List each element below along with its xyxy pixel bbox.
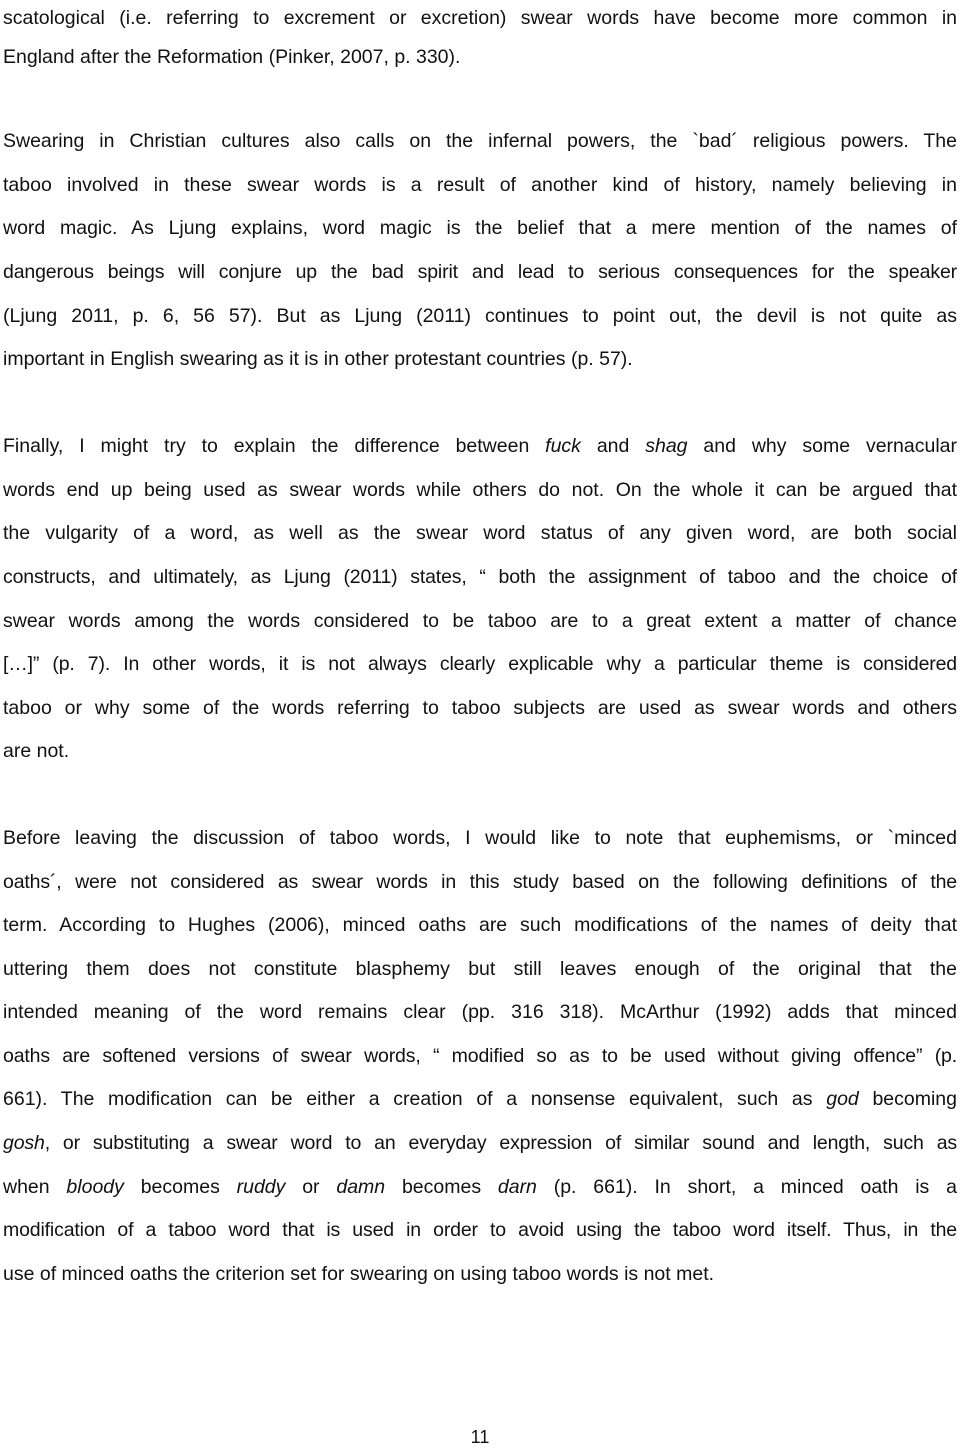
text-line xyxy=(3,1165,957,1209)
text-run: becomes xyxy=(123,1176,237,1198)
text-run: (p. 661). In short, a minced oath is a xyxy=(536,1176,957,1198)
italic-term: ruddy xyxy=(236,1176,286,1198)
italic-term: fuck xyxy=(545,435,581,457)
text-line: oaths´, were not considered as swear words in this study based on the following definitions of the xyxy=(3,871,957,893)
text-line: word magic. As Ljung explains, word magic is the belief that a mere mention of the names of xyxy=(3,217,957,239)
text-line: Before leaving the discussion of taboo words, I would like to note that euphemisms, or `minced xyxy=(3,827,957,849)
text-line: are not. xyxy=(3,740,70,762)
text-run: 661). The modification can be either a creation of a nonsense equivalent, such as xyxy=(3,1088,827,1110)
text-line: scatological (i.e. referring to excrement or excretion) swear words have become more common in xyxy=(3,7,957,29)
text-line: use of minced oaths the criterion set for swearing on using taboo words is not met. xyxy=(3,1263,715,1285)
text-line: uttering them does not constitute blasphemy but still leaves enough of the original that the xyxy=(3,958,957,980)
text-line: oaths are softened versions of swear words, “ modified so as to be used without giving offence” (p. xyxy=(3,1045,957,1067)
text-line xyxy=(3,1121,957,1165)
text-line xyxy=(3,424,957,468)
text-run: becomes xyxy=(385,1176,498,1198)
text-run: and xyxy=(580,435,646,457)
text-line: important in English swearing as it is in other protestant countries (p. 57). xyxy=(3,348,633,370)
italic-term: gosh xyxy=(3,1132,45,1154)
text-line: modification of a taboo word that is used in order to avoid using the taboo word itself. Thus, in the xyxy=(3,1219,957,1241)
text-line: (Ljung 2011, p. 6, 56 57). But as Ljung (2011) continues to point out, the devil is not quite as xyxy=(3,305,957,327)
text-run: or xyxy=(285,1176,337,1198)
text-line: the vulgarity of a word, as well as the swear word status of any given word, are both social xyxy=(3,522,957,544)
text-run: , or substituting a swear word to an everyday expression of similar sound and length, such as xyxy=(44,1132,957,1154)
italic-term: damn xyxy=(336,1176,386,1198)
italic-term: bloody xyxy=(66,1176,124,1198)
text-line: taboo or why some of the words referring to taboo subjects are used as swear words and others xyxy=(3,697,957,719)
text-line: intended meaning of the word remains clear (pp. 316 318). McArthur (1992) adds that minced xyxy=(3,1001,957,1023)
text-run: becoming xyxy=(858,1088,957,1110)
text-line: dangerous beings will conjure up the bad spirit and lead to serious consequences for the speaker xyxy=(3,261,957,283)
text-line: […]” (p. 7). In other words, it is not always clearly explicable why a particular theme is considered xyxy=(3,653,957,675)
text-run: Finally, I might try to explain the difference between xyxy=(3,435,546,457)
text-line xyxy=(3,1077,957,1121)
text-line: Swearing in Christian cultures also calls on the infernal powers, the `bad´ religious powers. The xyxy=(3,130,957,152)
page-number: 11 xyxy=(470,1427,490,1447)
text-line: England after the Reformation (Pinker, 2007, p. 330). xyxy=(3,46,461,68)
italic-term: god xyxy=(826,1088,859,1110)
text-line: constructs, and ultimately, as Ljung (2011) states, “ both the assignment of taboo and the choice of xyxy=(3,566,957,588)
text-run: when xyxy=(3,1176,67,1198)
italic-term: darn xyxy=(497,1176,537,1198)
text-line: words end up being used as swear words while others do not. On the whole it can be argued that xyxy=(3,479,957,501)
text-line: term. According to Hughes (2006), minced oaths are such modifications of the names of deity that xyxy=(3,914,957,936)
text-line: taboo involved in these swear words is a result of another kind of history, namely believing in xyxy=(3,174,957,196)
italic-term: shag xyxy=(645,435,688,457)
text-run: and why some vernacular xyxy=(687,435,957,457)
text-line: swear words among the words considered to be taboo are to a great extent a matter of chance xyxy=(3,610,957,632)
